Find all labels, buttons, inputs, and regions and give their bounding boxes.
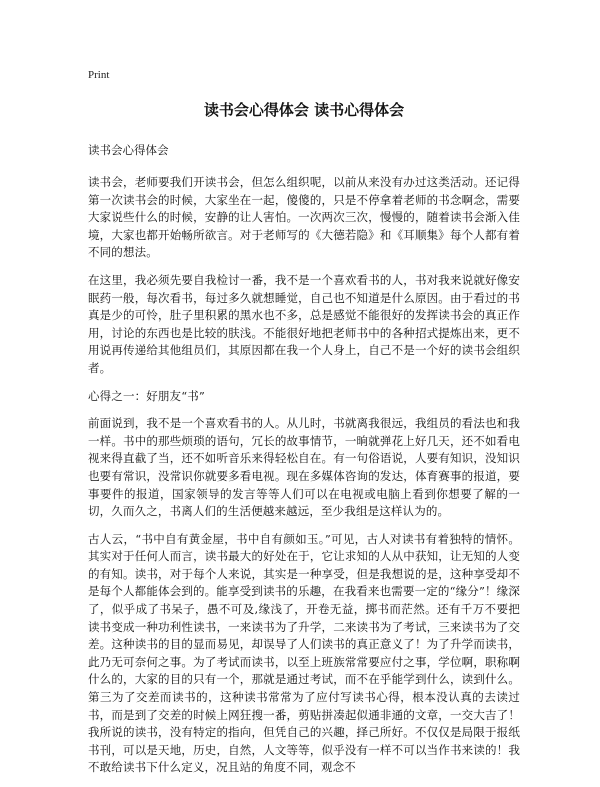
intro-heading: 读书会心得体会	[88, 143, 169, 157]
section-heading-1: 心得之一：好朋友“书”	[88, 388, 205, 403]
paragraph-1: 读书会，老师要我们开读书会，但怎么组织呢，以前从来没有办过这类活动。还记得第一次读书会的时候，大家坐在一起，傻傻的，只是不停拿着老师的书念啊念，需要大家说些什么的时候，安静的让人害怕。一次两次三次，慢慢的，随着读书会渐入佳境，大家也都开始畅所欲言。对于老师写的《大德若隐》和《耳顺集》每个人都有着不同的想法。	[88, 175, 520, 260]
print-label[interactable]: Print	[88, 69, 110, 81]
document-page	[88, 68, 520, 787]
paragraph-4: 古人云，“书中自有黄金屋，书中自有颜如玉。”可见，古人对读书有着独特的情怀。其实对于任何人而言，读书最大的好处在于，它让求知的人从中获知，让无知的人变的有知。读书，对于每个人来说，其实是一种享受，但是我想说的是，这种享受却不是每个人都能体会到的。能享受到读书的乐趣，在我看来也需要一定的“缘分”！缘深了，似乎成了书呆子，愚不可及,缘浅了，开卷无益，掷书而茫然。还有千万不要把读书变成一种功利性读书，一来读书为了升学，二来读书为了考试，三来读书为了交差。这种读书的目的显而易见，却误导了人们读书的真正意义了！为了升学而读书，此乃无可奈何之事。为了考试而读书，以至上班族常常要应付之事，学位啊，职称啊什么的，大家的目的只有一个，那就是通过考试，而不在乎能学到什么，读到什么。第三为了交差而读书的，这种读书常常为了应付写读书心得，根本没认真的去读过书，而是到了交差的时候上网狂搜一番，剪贴拼凑起似通非通的文章，一交大吉了！我所说的读书，没有特定的指向，但凭自己的兴趣，择己所好。不仅仅是局限于报纸书刊，可以是天地，历史，自然，人文等等，似乎没有一样不可以当作书来读的！我不敢给读书下什么定义，况且站的角度不同，观念不	[88, 531, 520, 775]
page-title: 读书会心得体会 读书心得体会	[203, 101, 405, 119]
paragraph-3: 前面说到，我不是一个喜欢看书的人。从儿时，书就离我很远，我组员的看法也和我一样。书中的那些烦琐的语句，冗长的故事情节，一晌就弹花上好几天，还不如看电视来得直截了当，还不如听音乐来得轻松自在。有一句俗语说，人要有知识，没知识也要有常识，没常识你就要多看电视。现在多媒体咨询的发达，体育赛事的报道，要事要件的报道，国家领导的发言等等人们可以在电视或电脑上看到你想要了解的一切，久而久之，书离人们的生活便越来越远，至少我组是这样认为的。	[88, 416, 520, 519]
paragraph-2: 在这里，我必须先要自我检讨一番，我不是一个喜欢看书的人，书对我来说就好像安眠药一般，每次看书，每过多久就想睡觉，自己也不知道是什么原因。由于看过的书真是少的可怜，肚子里积累的黑水也不多，总是感觉不能很好的发挥读书会的真正作用，讨论的东西也是比较的肤浅。不能很好地把老师书中的各种招式提炼出来，更不用说再传递给其他组员们，其原因都在我一个人身上，自己不是一个好的读书会组织者。	[88, 272, 520, 375]
